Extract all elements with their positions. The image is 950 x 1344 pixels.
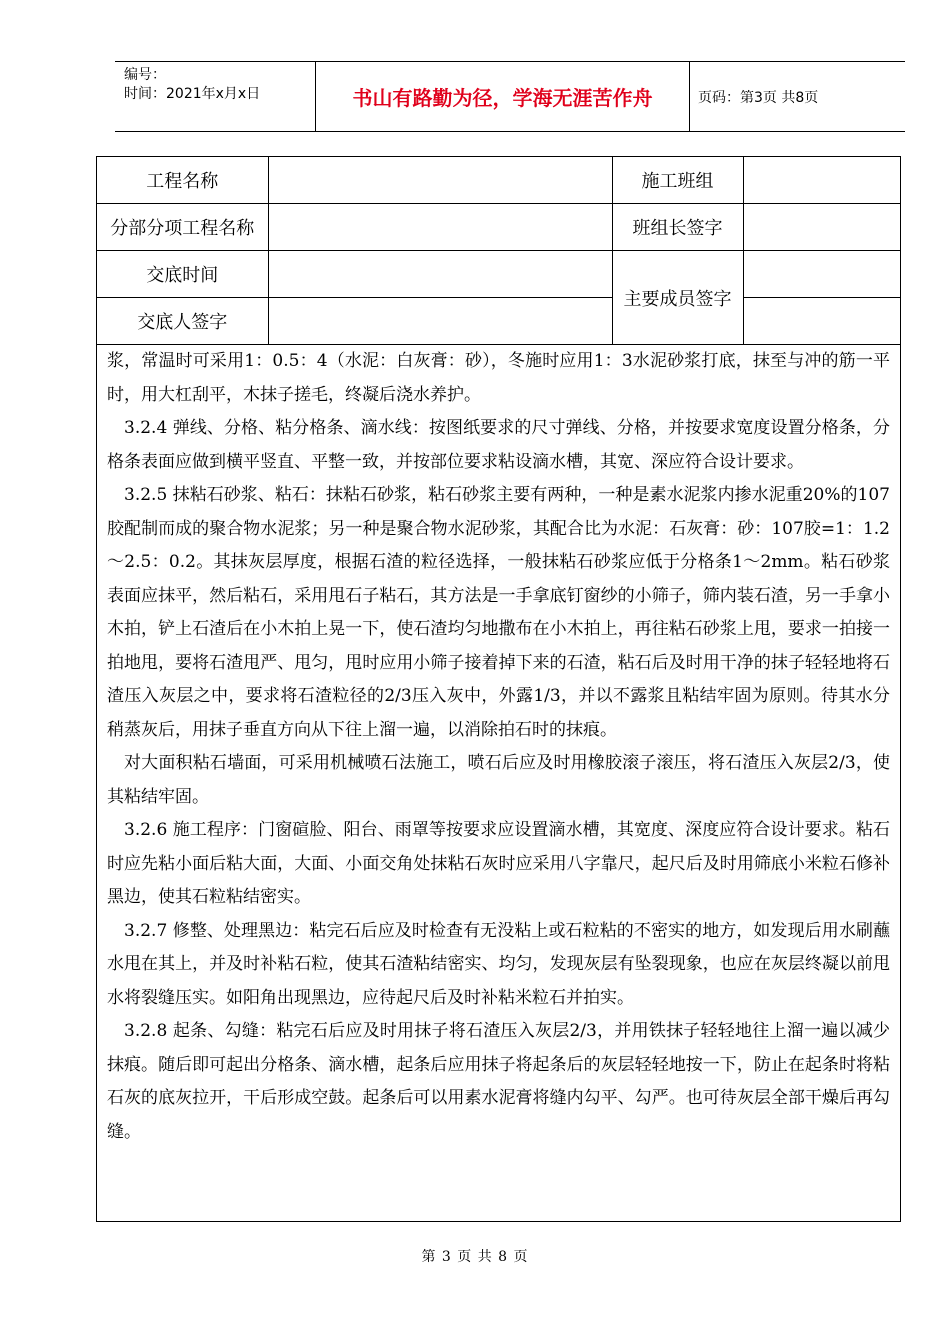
paragraph: 3.2.6 施工程序：门窗碹脸、阳台、雨罩等按要求应设置滴水槽，其宽度、深度应符合设计要求。粘石时应先粘小面后粘大面，大面、小面交角处抹粘石灰时应采用八字靠尺，起尺后及时用筛底小米粒石修补黑边，使其石粒粘结密实。 [107,820,890,907]
number-label: 编号： [124,67,166,83]
label-team: 施工班组 [612,157,743,204]
field-project-name [268,157,612,204]
label-team-leader-sign: 班组长签字 [612,204,743,251]
label-project-name: 工程名称 [97,157,268,204]
paragraph: 3.2.5 抹粘石砂浆、粘石：抹粘石砂浆，粘石砂浆主要有两种，一种是素水泥浆内掺水泥重20%的107胶配制而成的聚合物水泥浆；另一种是聚合物水泥砂浆，其配合比为水泥：石灰膏：砂：107胶=1：1.2～2.5：0.2。其抹灰层厚度，根据石渣的粒径选择，一般抹粘石砂浆应低于分格条1～2mm。粘石砂浆表面应抹平，然后粘石，采用甩石子粘石，其方法是一手拿底钉窗纱的小筛子，筛内装石渣，另一手拿小木拍，铲上石渣后在小木拍上晃一下，使石渣均匀地撒布在小木拍上，再往粘石砂浆上甩，要求一拍接一拍地甩，要将石渣甩严、甩匀，甩时应用小筛子接着掉下来的石渣，粘石后及时用干净的抹子轻轻地将石渣压入灰层之中，要求将石渣粒径的2/3压入灰中，外露1/3，并以不露浆且粘结牢固为原则。待其水分稍蒸灰后，用抹子垂直方向从下往上溜一遍，以消除拍石时的抹痕。 [107,485,890,740]
label-members-sign: 主要成员签字 [612,251,743,345]
field-team [743,157,900,204]
header-motto: 书山有路勤为径，学海无涯苦作舟 [316,62,690,131]
info-table [97,157,900,345]
field-handover-time [268,251,612,298]
paragraph: 3.2.8 起条、勾缝：粘完石后应及时用抹子将石渣压入灰层2/3，并用铁抹子轻轻地往上溜一遍以减少抹痕。随后即可起出分格条、滴水槽，起条后应用抹子将起条后的灰层轻轻地按一下，防止在起条时将粘石灰的底灰拉开，干后形成空鼓。起条后可以用素水泥膏将缝内勾平、勾严。也可待灰层全部干燥后再勾缝。 [107,1021,890,1142]
label-sub-project: 分部分项工程名称 [97,204,268,251]
time-label: 时间：2021年x月x日 [124,86,261,102]
document-frame [96,156,901,1222]
page-header [115,61,905,132]
header-page-label: 页码：第3页 共8页 [698,89,819,106]
paragraph: 对大面积粘石墙面，可采用机械喷石法施工，喷石后应及时用橡胶滚子滚压，将石渣压入灰层2/3，使其粘结牢固。 [107,753,890,807]
field-handover-person-sign [268,298,612,345]
field-sub-project [268,204,612,251]
paragraph: 3.2.7 修整、处理黑边：粘完石后应及时检查有无没粘上或石粒粘的不密实的地方，如发现后用水刷蘸水甩在其上，并及时补粘石粒，使其石渣粘结密实、均匀，发现灰层有坠裂现象，也应在灰层终凝以前甩水将裂缝压实。如阳角出现黑边，应待起尺后及时补粘米粒石并拍实。 [107,920,890,1008]
field-team-leader-sign [743,204,900,251]
header-meta [115,62,316,131]
content-body [97,345,900,1149]
page-footer: 第 3 页 共 8 页 [421,1249,529,1265]
paragraph: 浆，常温时可采用1：0.5：4（水泥：白灰膏：砂），冬施时应用1：3水泥砂浆打底，抹至与冲的筋一平时，用大杠刮平，木抹子搓毛，终凝后浇水养护。 [107,351,890,405]
label-handover-person-sign: 交底人签字 [97,298,268,345]
field-members-sign-2 [743,298,900,345]
field-members-sign-1 [743,251,900,298]
paragraph: 3.2.4 弹线、分格、粘分格条、滴水线：按图纸要求的尺寸弹线、分格，并按要求宽度设置分格条，分格条表面应做到横平竖直、平整一致，并按部位要求粘设滴水槽，其宽、深应符合设计要求。 [107,418,890,472]
label-handover-time: 交底时间 [97,251,268,298]
